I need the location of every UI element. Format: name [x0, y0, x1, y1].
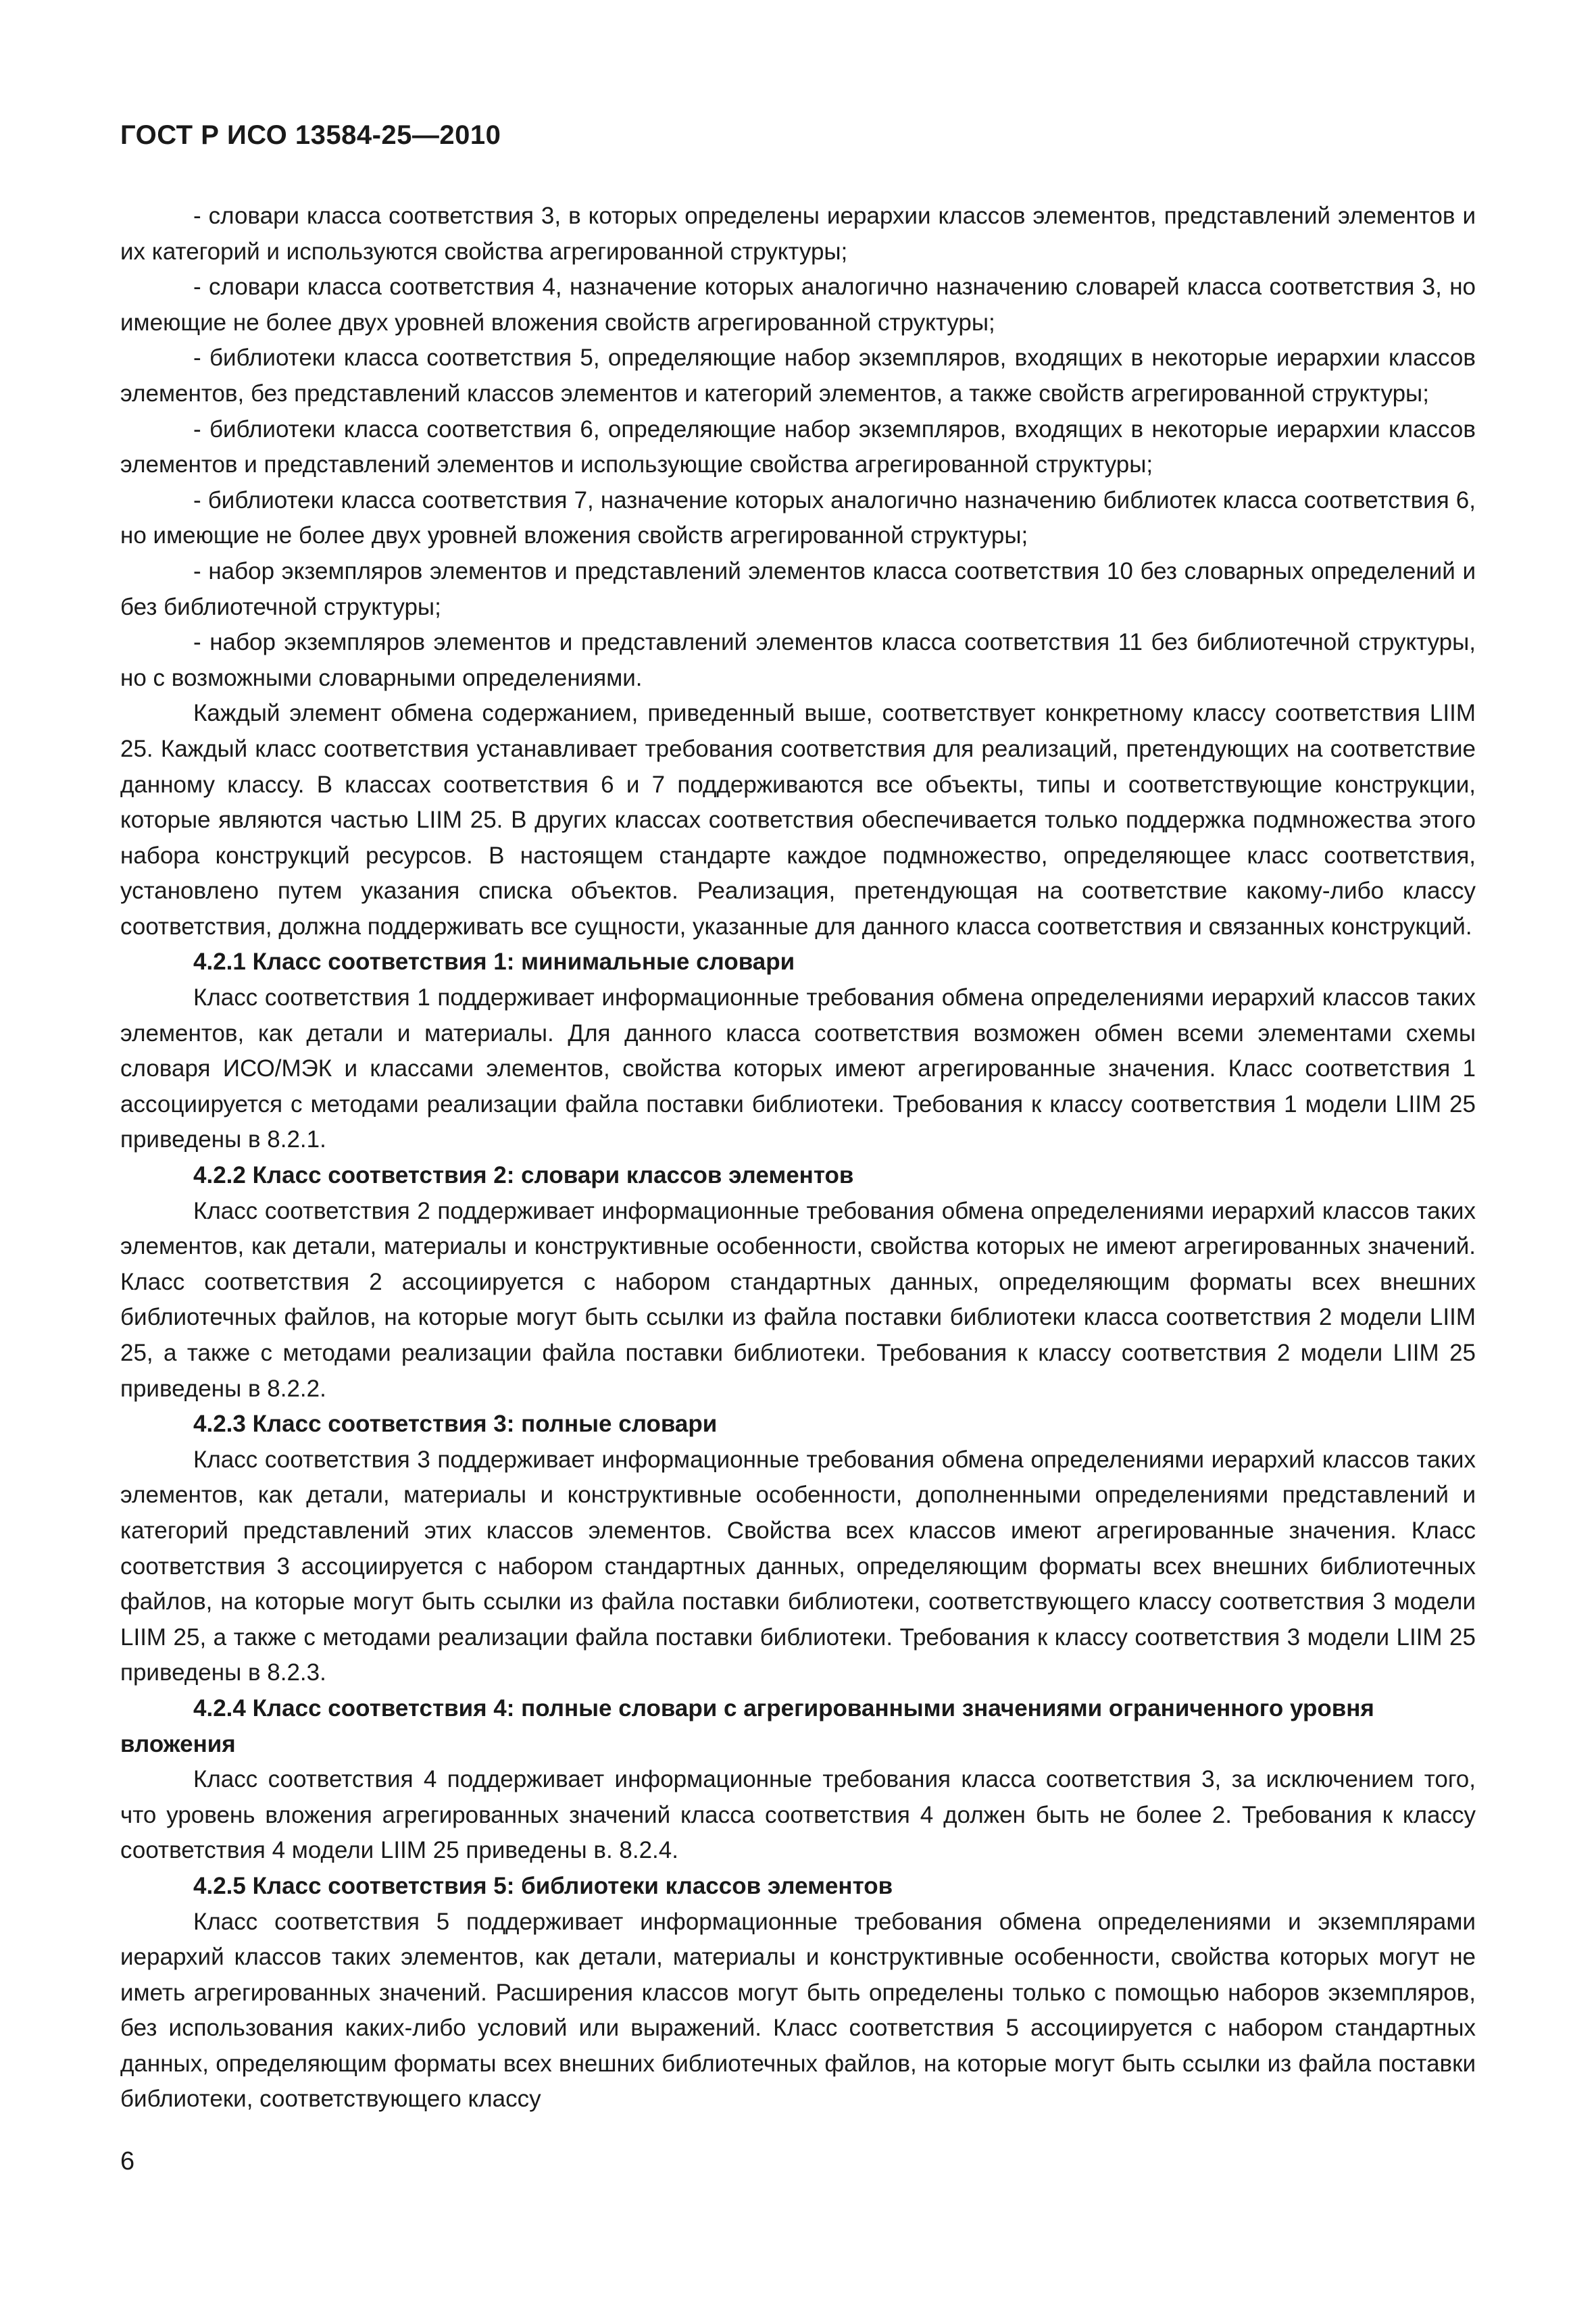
- section-heading-4-2-2: 4.2.2 Класс соответствия 2: словари классов элементов: [193, 1162, 854, 1189]
- section-heading-4-2-3: 4.2.3 Класс соответствия 3: полные словари: [193, 1411, 718, 1438]
- list-item: - словари класса соответствия 4, назначение которых аналогично назначению словарей класса соответствия 3, но имеющие не более двух уровней вложения свойств агрегированной структуры;: [120, 274, 1476, 336]
- list-item: - библиотеки класса соответствия 5, определяющие набор экземпляров, входящих в некоторые иерархии классов элементов, без представлений классов элементов и категорий элементов, а также свойств агрегированной структуры;: [120, 345, 1476, 407]
- section-heading-4-2-4: 4.2.4 Класс соответствия 4: полные словари с агрегированными значениями ограниченного уровня вложения: [120, 1694, 1374, 1757]
- page-number: 6: [120, 2147, 135, 2175]
- section-paragraph-4-2-1: Класс соответствия 1 поддерживает информационные требования обмена определениями иерархий классов таких элементов, как детали и материалы. Для данного класса соответствия возможен обмен всеми элементами схемы словаря ИСО/МЭК и классами элементов, свойства которых имеют агрегированные значения. Класс соответствия 1 ассоциируется с методами реализации файла поставки библиотеки. Требования к классу соответствия 1 модели LIIM 25 приведены в 8.2.1.: [120, 984, 1476, 1153]
- section-heading-4-2-1: 4.2.1 Класс соответствия 1: минимальные словари: [193, 949, 795, 976]
- body-text: [120, 199, 1476, 2117]
- list-item: - набор экземпляров элементов и представлений элементов класса соответствия 11 без библиотечной структуры, но с возможными словарными определениями.: [120, 629, 1476, 691]
- section-heading-4-2-5: 4.2.5 Класс соответствия 5: библиотеки классов элементов: [193, 1872, 893, 1899]
- document-page: [120, 0, 1476, 2314]
- general-paragraph: Каждый элемент обмена содержанием, приведенный выше, соответствует конкретному классу соответствия LIIM 25. Каждый класс соответствия устанавливает требования соответствия для реализаций, претендующих на соответствие данному классу. В классах соответствия 6 и 7 поддерживаются все объекты, типы и соответствующие конструкции, которые являются частью LIIM 25. В других классах соответствия обеспечивается только поддержка подмножества этого набора конструкций ресурсов. В настоящем стандарте каждое подмножество, определяющее класс соответствия, установлено путем указания списка объектов. Реализация, претендующая на соответствие какому-либо классу соответствия, должна поддерживать все сущности, указанные для данного класса соответствия и связанных конструкций.: [120, 700, 1476, 940]
- list-item: - словари класса соответствия 3, в которых определены иерархии классов элементов, представлений элементов и их категорий и используются свойства агрегированной структуры;: [120, 203, 1476, 265]
- section-paragraph-4-2-5: Класс соответствия 5 поддерживает информационные требования обмена определениями и экземплярами иерархий классов таких элементов, как детали, материалы и конструктивные особенности, свойства которых могут не иметь агрегированных значений. Расширения классов могут быть определены только с помощью наборов экземпляров, без использования каких-либо условий или выражений. Класс соответствия 5 ассоциируется с набором стандартных данных, определяющим форматы всех внешних библиотечных файлов, на которые могут быть ссылки из файла поставки библиотеки, соответствующего классу: [120, 1908, 1476, 2113]
- list-item: - библиотеки класса соответствия 6, определяющие набор экземпляров, входящих в некоторые иерархии классов элементов и представлений элементов и использующие свойства агрегированной структуры;: [120, 416, 1476, 478]
- section-paragraph-4-2-4: Класс соответствия 4 поддерживает информационные требования класса соответствия 3, за исключением того, что уровень вложения агрегированных значений класса соответствия 4 должен быть не более 2. Требования к классу соответствия 4 модели LIIM 25 приведены в. 8.2.4.: [120, 1766, 1476, 1864]
- section-paragraph-4-2-3: Класс соответствия 3 поддерживает информационные требования обмена определениями иерархий классов таких элементов, как детали, материалы и конструктивные особенности, дополненными определениями представлений и категорий представлений этих классов элементов. Свойства всех классов имеют агрегированные значения. Класс соответствия 3 ассоциируется с набором стандартных данных, определяющим форматы всех внешних библиотечных файлов, на которые могут быть ссылки из файла поставки библиотеки, соответствующего классу соответствия 3 модели LIIM 25, а также с методами реализации файла поставки библиотеки. Требования к классу соответствия 3 модели LIIM 25 приведены в 8.2.3.: [120, 1446, 1476, 1686]
- list-item: - набор экземпляров элементов и представлений элементов класса соответствия 10 без словарных определений и без библиотечной структуры;: [120, 557, 1476, 620]
- section-paragraph-4-2-2: Класс соответствия 2 поддерживает информационные требования обмена определениями иерархий классов таких элементов, как детали, материалы и конструктивные особенности, свойства которых не имеют агрегированных значений. Класс соответствия 2 ассоциируется с набором стандартных данных, определяющим форматы всех внешних библиотечных файлов, на которые могут быть ссылки из файла поставки библиотеки класса соответствия 2 модели LIIM 25, а также с методами реализации файла поставки библиотеки. Требования к классу соответствия 2 модели LIIM 25 приведены в 8.2.2.: [120, 1197, 1476, 1402]
- standard-header: ГОСТ Р ИСО 13584-25—2010: [120, 120, 501, 150]
- list-item: - библиотеки класса соответствия 7, назначение которых аналогично назначению библиотек класса соответствия 6, но имеющие не более двух уровней вложения свойств агрегированной структуры;: [120, 486, 1476, 549]
